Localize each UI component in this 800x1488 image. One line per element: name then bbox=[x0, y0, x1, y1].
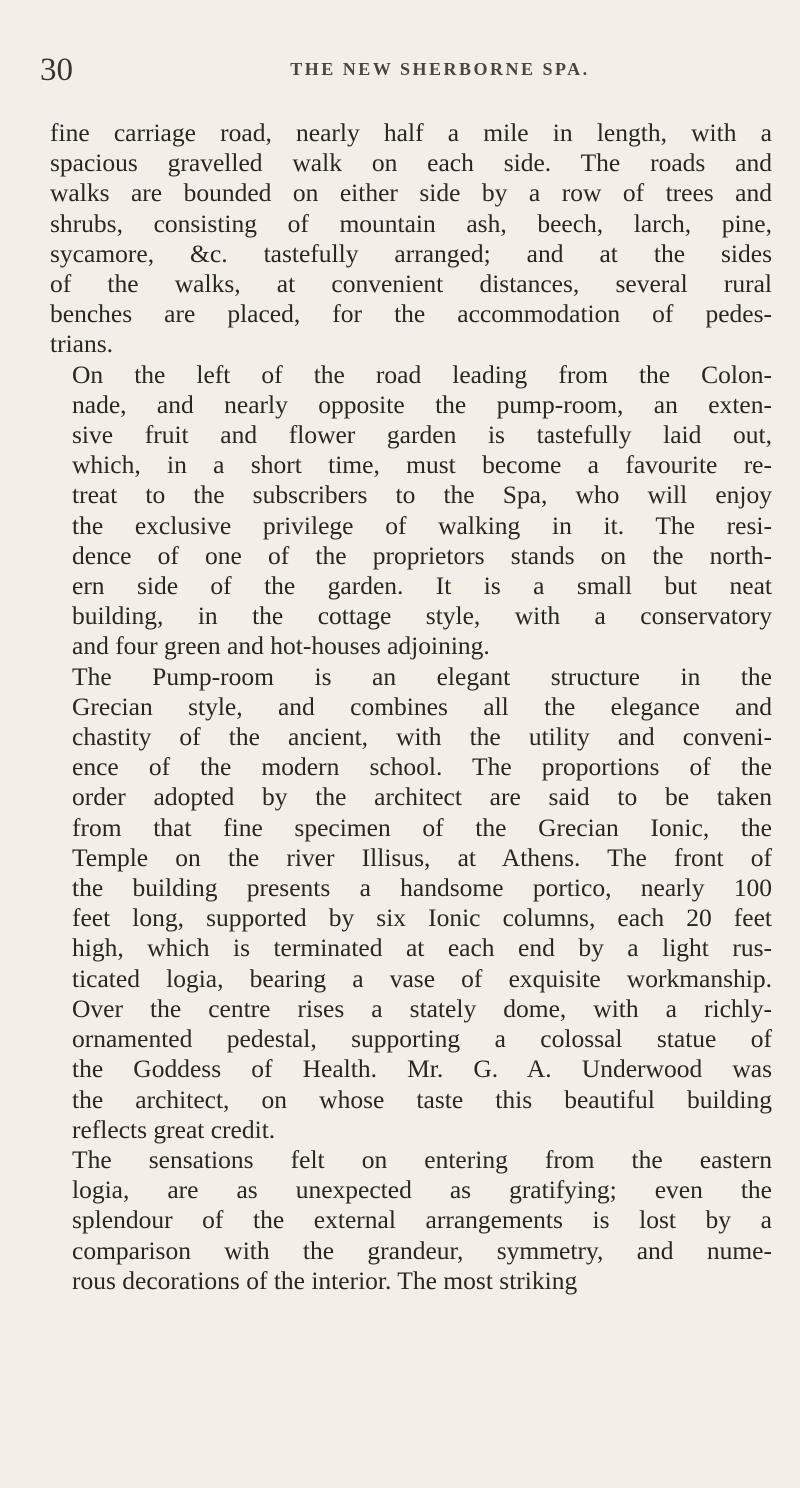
text-line: chastity of the ancient, with the utility and conveni- bbox=[72, 722, 772, 752]
paragraph bbox=[50, 1145, 772, 1296]
text-line: ence of the modern school. The proportions of the bbox=[72, 752, 772, 782]
text-line: and four green and hot-houses adjoining. bbox=[72, 631, 490, 661]
text-line: high, which is terminated at each end by a light rus- bbox=[72, 933, 772, 963]
text-line: the Goddess of Health. Mr. G. A. Underwood was bbox=[72, 1054, 772, 1084]
text-line: nade, and nearly opposite the pump-room, an exten- bbox=[72, 389, 772, 419]
text-line: Over the centre rises a stately dome, with a richly- bbox=[72, 993, 772, 1023]
text-line: feet long, supported by six Ionic columns, each 20 feet bbox=[72, 903, 772, 933]
text-line: On the left of the road leading from the Colon- bbox=[72, 359, 772, 389]
paragraph bbox=[50, 360, 772, 662]
text-line: comparison with the grandeur, symmetry, and nume- bbox=[72, 1235, 772, 1265]
text-line: splendour of the external arrangements is lost by a bbox=[72, 1205, 772, 1235]
text-line: logia, are as unexpected as gratifying; even the bbox=[72, 1175, 772, 1205]
paragraph bbox=[50, 662, 772, 1145]
text-line: ern side of the garden. It is a small but neat bbox=[72, 571, 772, 601]
text-line: fine carriage road, nearly half a mile in length, with a bbox=[50, 118, 772, 147]
text-line: shrubs, consisting of mountain ash, beech, larch, pine, bbox=[50, 208, 772, 238]
text-line: the architect, on whose taste this beautiful building bbox=[72, 1084, 772, 1114]
text-line: the building presents a handsome portico, nearly 100 bbox=[72, 873, 772, 903]
text-line: sive fruit and flower garden is tastefully laid out, bbox=[72, 420, 772, 450]
body-text bbox=[50, 118, 772, 1296]
text-line: Grecian style, and combines all the elegance and bbox=[72, 691, 772, 721]
page-number: 30 bbox=[40, 52, 73, 88]
text-line: spacious gravelled walk on each side. The roads and bbox=[50, 148, 772, 178]
paragraph bbox=[50, 118, 772, 360]
text-line: rous decorations of the interior. The most striking bbox=[72, 1265, 578, 1295]
text-line: sycamore, &c. tastefully arranged; and at the sides bbox=[50, 238, 772, 268]
text-line: the exclusive privilege of walking in it. The resi- bbox=[72, 510, 772, 540]
text-line: Temple on the river Illisus, at Athens. The front of bbox=[72, 842, 772, 872]
text-line: The sensations felt on entering from the eastern bbox=[72, 1144, 772, 1174]
text-line: of the walks, at convenient distances, several rural bbox=[50, 269, 772, 299]
text-line: trians. bbox=[50, 329, 114, 359]
text-line: reflects great credit. bbox=[72, 1114, 276, 1144]
running-header bbox=[40, 50, 760, 90]
text-line: treat to the subscribers to the Spa, who will enjoy bbox=[72, 480, 772, 510]
text-line: ornamented pedestal, supporting a colossal statue of bbox=[72, 1024, 772, 1054]
text-line: ticated logia, bearing a vase of exquisite workmanship. bbox=[72, 963, 772, 993]
text-line: dence of one of the proprietors stands on the north- bbox=[72, 540, 772, 570]
text-line: which, in a short time, must become a favourite re- bbox=[72, 450, 772, 480]
running-title: THE NEW SHERBORNE SPA. bbox=[290, 59, 590, 79]
text-line: The Pump-room is an elegant structure in the bbox=[72, 661, 772, 691]
text-line: benches are placed, for the accommodation of pedes- bbox=[50, 299, 772, 329]
text-line: building, in the cottage style, with a conservatory bbox=[72, 601, 772, 631]
text-line: walks are bounded on either side by a row of trees and bbox=[50, 178, 772, 208]
text-line: order adopted by the architect are said to be taken bbox=[72, 782, 772, 812]
text-line: from that fine specimen of the Grecian Ionic, the bbox=[72, 812, 772, 842]
